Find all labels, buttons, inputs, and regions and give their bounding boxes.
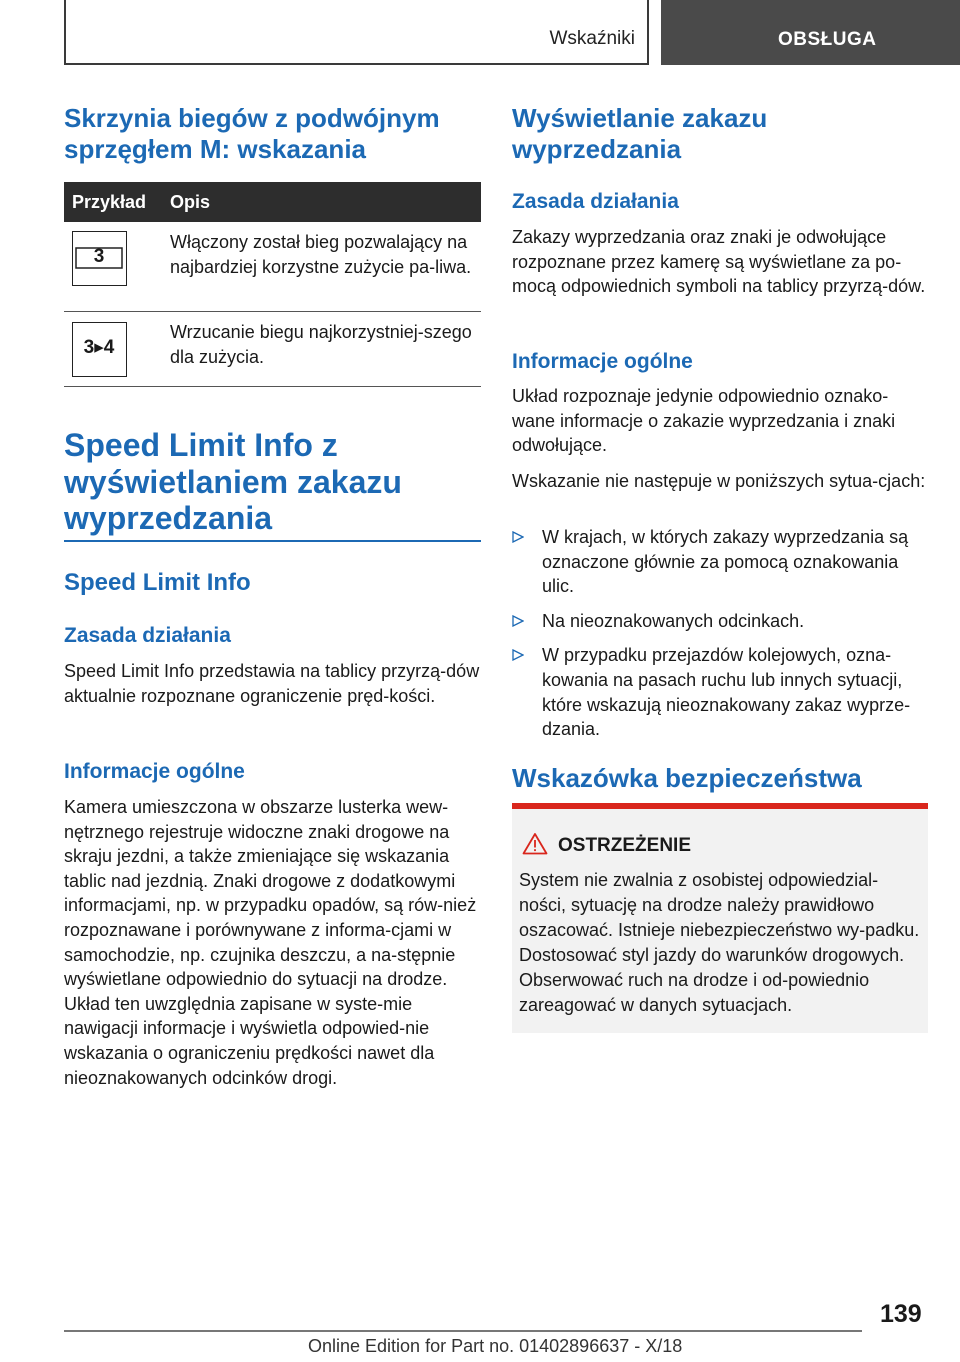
conditions-intro: Wskazanie nie następuje w poniższych sytua-cjach: — [512, 471, 926, 491]
list-item-text: W krajach, w których zakazy wyprzedzania są oznaczone głównie za pomocą oznakowania ulic. — [542, 527, 909, 597]
table-header — [64, 182, 481, 222]
warning-title: OSTRZEŻENIE — [558, 835, 692, 856]
table-row-description: Wrzucanie biegu najkorzystniej-szego dla zużycia. — [170, 322, 472, 367]
general-info-text: Kamera umieszczona w obszarze lusterka wew-nętrznego rejestruje widoczne znaki drogowe na skraju jezdni, a także zmieniające się wskazania tablic nad jezdnią. Znaki drogowe z dodatkowymi informacjami, np. w przypadku opadów, są rów-nież rozpoznawane i porównywane z informa-cjami w samochodzie, np. czujnika deszczu, a na-stępnie wyświetlane odpowiednio do sytuacji na drodze. Układ ten uwzględnia zapisane w syste-mie nawigacji informacje i wyświetla odpowied-nie wskazania o ograniczeniu prędkości nawet dla nieoznakowanych odcinków drogi. — [64, 797, 477, 1088]
table-row — [64, 222, 481, 312]
header-section-tab — [64, 0, 649, 65]
heading-rule — [64, 540, 481, 542]
section-tab-label: Wskaźniki — [549, 28, 635, 49]
warning-box — [512, 803, 928, 1033]
general-info-heading-right: Informacje ogólne — [512, 350, 693, 373]
table-header-description: Opis — [170, 192, 211, 212]
footer-rule — [64, 1330, 862, 1332]
list-item-text: Na nieoznakowanych odcinkach. — [542, 610, 805, 631]
principle-heading: Zasada działania — [64, 624, 231, 647]
general-info-text-right: Układ rozpoznaje jedynie odpowiednio oznako-wane informacje o zakazie wyprzedzania i znaki odwołujące. — [512, 386, 896, 456]
table-header-example: Przykład — [72, 192, 147, 212]
speed-limit-subheading: Speed Limit Info — [64, 569, 251, 596]
list-item — [512, 643, 928, 741]
warning-triangle-icon — [522, 832, 548, 855]
safety-heading: Wskazówka bezpieczeństwa — [512, 763, 862, 793]
table-row-description: Włączony został bieg pozwalający na najbardziej korzystne zużycie pa-liwa. — [170, 232, 472, 277]
bullet-triangle-icon — [512, 531, 524, 543]
gear-indicator-icon — [72, 231, 127, 286]
speed-limit-main-heading: Speed Limit Info z wyświetlaniem zakazu wyprzedzania — [64, 427, 402, 536]
conditions-list — [512, 525, 928, 752]
edition-footer: Online Edition for Part no. 01402896637 - X/18 — [308, 1336, 683, 1356]
chapter-tab-label: OBSŁUGA — [778, 29, 877, 50]
gear-symbol: 3 — [93, 246, 105, 267]
general-info-heading: Informacje ogólne — [64, 760, 245, 783]
gear-indicator-table — [64, 182, 481, 387]
principle-text-right: Zakazy wyprzedzania oraz znaki je odwołujące rozpoznane przez kamerę są wyświetlane za po-mocą odpowiednich symboli na tablicy przyrzą-dów. — [512, 227, 926, 297]
principle-text: Speed Limit Info przedstawia na tablicy przyrzą-dów aktualnie rozpoznane ograniczenie pręd-kości. — [64, 661, 480, 706]
gear-shift-recommendation-icon — [72, 322, 127, 377]
pointing-hand-icon — [0, 0, 26, 28]
overtaking-heading: Wyświetlanie zakazu wyprzedzania — [512, 103, 768, 164]
list-item-text: W przypadku przejazdów kolejowych, ozna-kowania na pasach ruchu lub innych sytuacji, które wskazują nieoznakowany zakaz wyprze-dzania. — [542, 645, 911, 740]
principle-heading-right: Zasada działania — [512, 190, 679, 213]
gear-shift-symbol: 3▸4 — [83, 337, 115, 358]
bullet-triangle-icon — [512, 615, 524, 627]
header-chapter-tab — [661, 0, 960, 65]
bullet-triangle-icon — [512, 649, 524, 661]
list-item — [512, 609, 928, 634]
gearbox-heading: Skrzynia biegów z podwójnym sprzęgłem M: wskazania — [64, 103, 440, 164]
page-number: 139 — [880, 1300, 922, 1328]
warning-text: System nie zwalnia z osobistej odpowiedzial-ności, sytuację na drodze należy prawidłowo oszacować. Istnieje niebezpieczeństwo wy-padku. Dostosować styl jazdy do warunków drogowych. Obserwować ruch na drodze i od-powiednio zareagować w danych sytuacjach. — [519, 870, 920, 1015]
table-row — [64, 312, 481, 387]
list-item — [512, 525, 928, 599]
